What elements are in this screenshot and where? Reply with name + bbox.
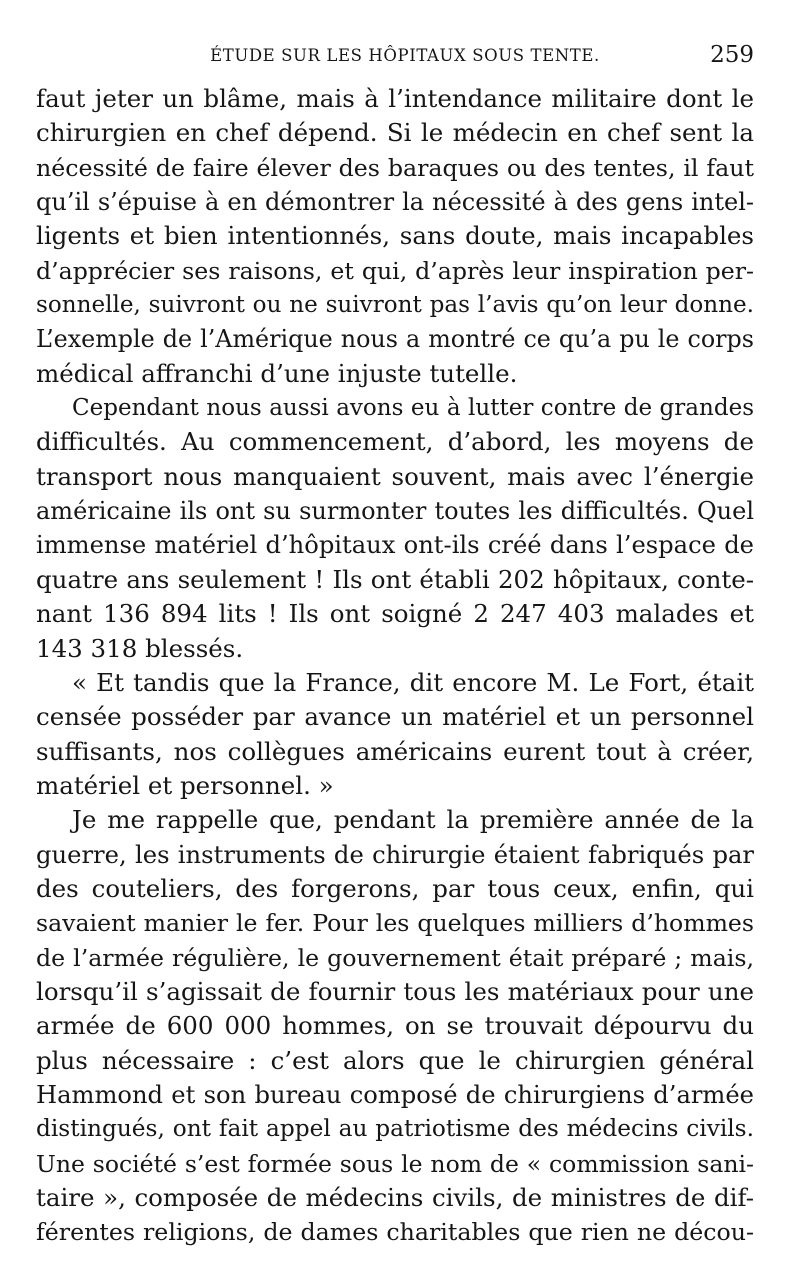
text-line: faut jeter un blâme, mais à l’intendance militaire dont le — [36, 84, 754, 113]
text-line: de l’armée régulière, le gouvernement était préparé ; mais, — [36, 943, 754, 972]
text-line: médical affranchi d’une injuste tutelle. — [36, 358, 518, 388]
paragraph-1 — [36, 82, 754, 391]
text-line: censée posséder par avance un matériel et un personnel — [36, 702, 754, 732]
text-line: L’exemple de l’Amérique nous a montré ce qu’a pu le corps — [36, 325, 754, 354]
body-text — [36, 82, 754, 1250]
text-line: plus nécessaire : c’est alors que le chirurgien général — [36, 1045, 754, 1075]
text-line: transport nous manquaient souvent, mais avec l’énergie — [36, 461, 754, 491]
text-line: 143 318 blessés. — [36, 633, 244, 663]
text-line: qu’il s’épuise à en démontrer la nécessité à des gens intel- — [36, 188, 754, 217]
text-line: lorsqu’il s’agissait de fournir tous les matériaux pour une — [36, 976, 754, 1006]
text-line: distingués, ont fait appel au patriotisme des médecins civils. — [36, 1115, 754, 1143]
text-line: Hammond et son bureau composé de chirurgiens d’armée — [36, 1080, 754, 1109]
text-line: ligents et bien intentionnés, sans doute, mais incapables — [36, 221, 754, 251]
text-line: d’apprécier ses raisons, et qui, d’après leur inspiration per- — [36, 256, 754, 285]
page-number: 259 — [710, 42, 754, 68]
text-line: Cependant nous aussi avons eu à lutter contre de grandes — [72, 395, 754, 422]
text-line: difficultés. Au commencement, d’abord, les moyens de — [36, 427, 754, 457]
text-line: armée de 600 000 hommes, on se trouvait dépourvu du — [36, 1011, 754, 1041]
text-line: des couteliers, des forgerons, par tous ceux, enfin, qui — [36, 873, 754, 903]
running-title: ÉTUDE SUR LES HÔPITAUX SOUS TENTE. — [210, 46, 600, 65]
text-line: taire », composée de médecins civils, de ministres de dif- — [36, 1183, 754, 1212]
text-line: quatre ans seulement ! Ils ont établi 202 hôpitaux, conte- — [36, 564, 754, 594]
text-line: nant 136 894 lits ! Ils ont soigné 2 247 403 malades et — [36, 599, 754, 629]
text-line: matériel et personnel. » — [36, 770, 334, 800]
text-line: Je me rappelle que, pendant la première année de la — [72, 805, 754, 835]
text-line: férentes religions, de dames charitables que rien ne décou- — [36, 1218, 754, 1247]
paragraph-2 — [36, 391, 754, 666]
text-line: sonnelle, suivront ou ne suivront pas l’avis qu’on leur donne. — [36, 292, 754, 319]
text-line: immense matériel d’hôpitaux ont-ils créé dans l’espace de — [36, 531, 754, 560]
running-head — [36, 44, 754, 74]
text-line: « Et tandis que la France, dit encore M. Le Fort, était — [72, 667, 754, 697]
text-line: chirurgien en chef dépend. Si le médecin en chef sent la — [36, 118, 754, 148]
text-line: suffisants, nos collègues américains eurent tout à créer, — [36, 736, 754, 766]
text-line: américaine ils ont su surmonter toutes les difficultés. Quel — [36, 497, 754, 526]
text-line: nécessité de faire élever des baraques ou des tentes, il faut — [36, 153, 754, 182]
text-line: Une société s’est formée sous le nom de « commission sani- — [36, 1149, 754, 1178]
paragraph-4 — [36, 803, 754, 1249]
text-line: guerre, les instruments de chirurgie étaient fabriqués par — [36, 839, 754, 869]
text-line: savaient manier le fer. Pour les quelques milliers d’hommes — [36, 909, 754, 938]
paragraph-3 — [36, 666, 754, 803]
